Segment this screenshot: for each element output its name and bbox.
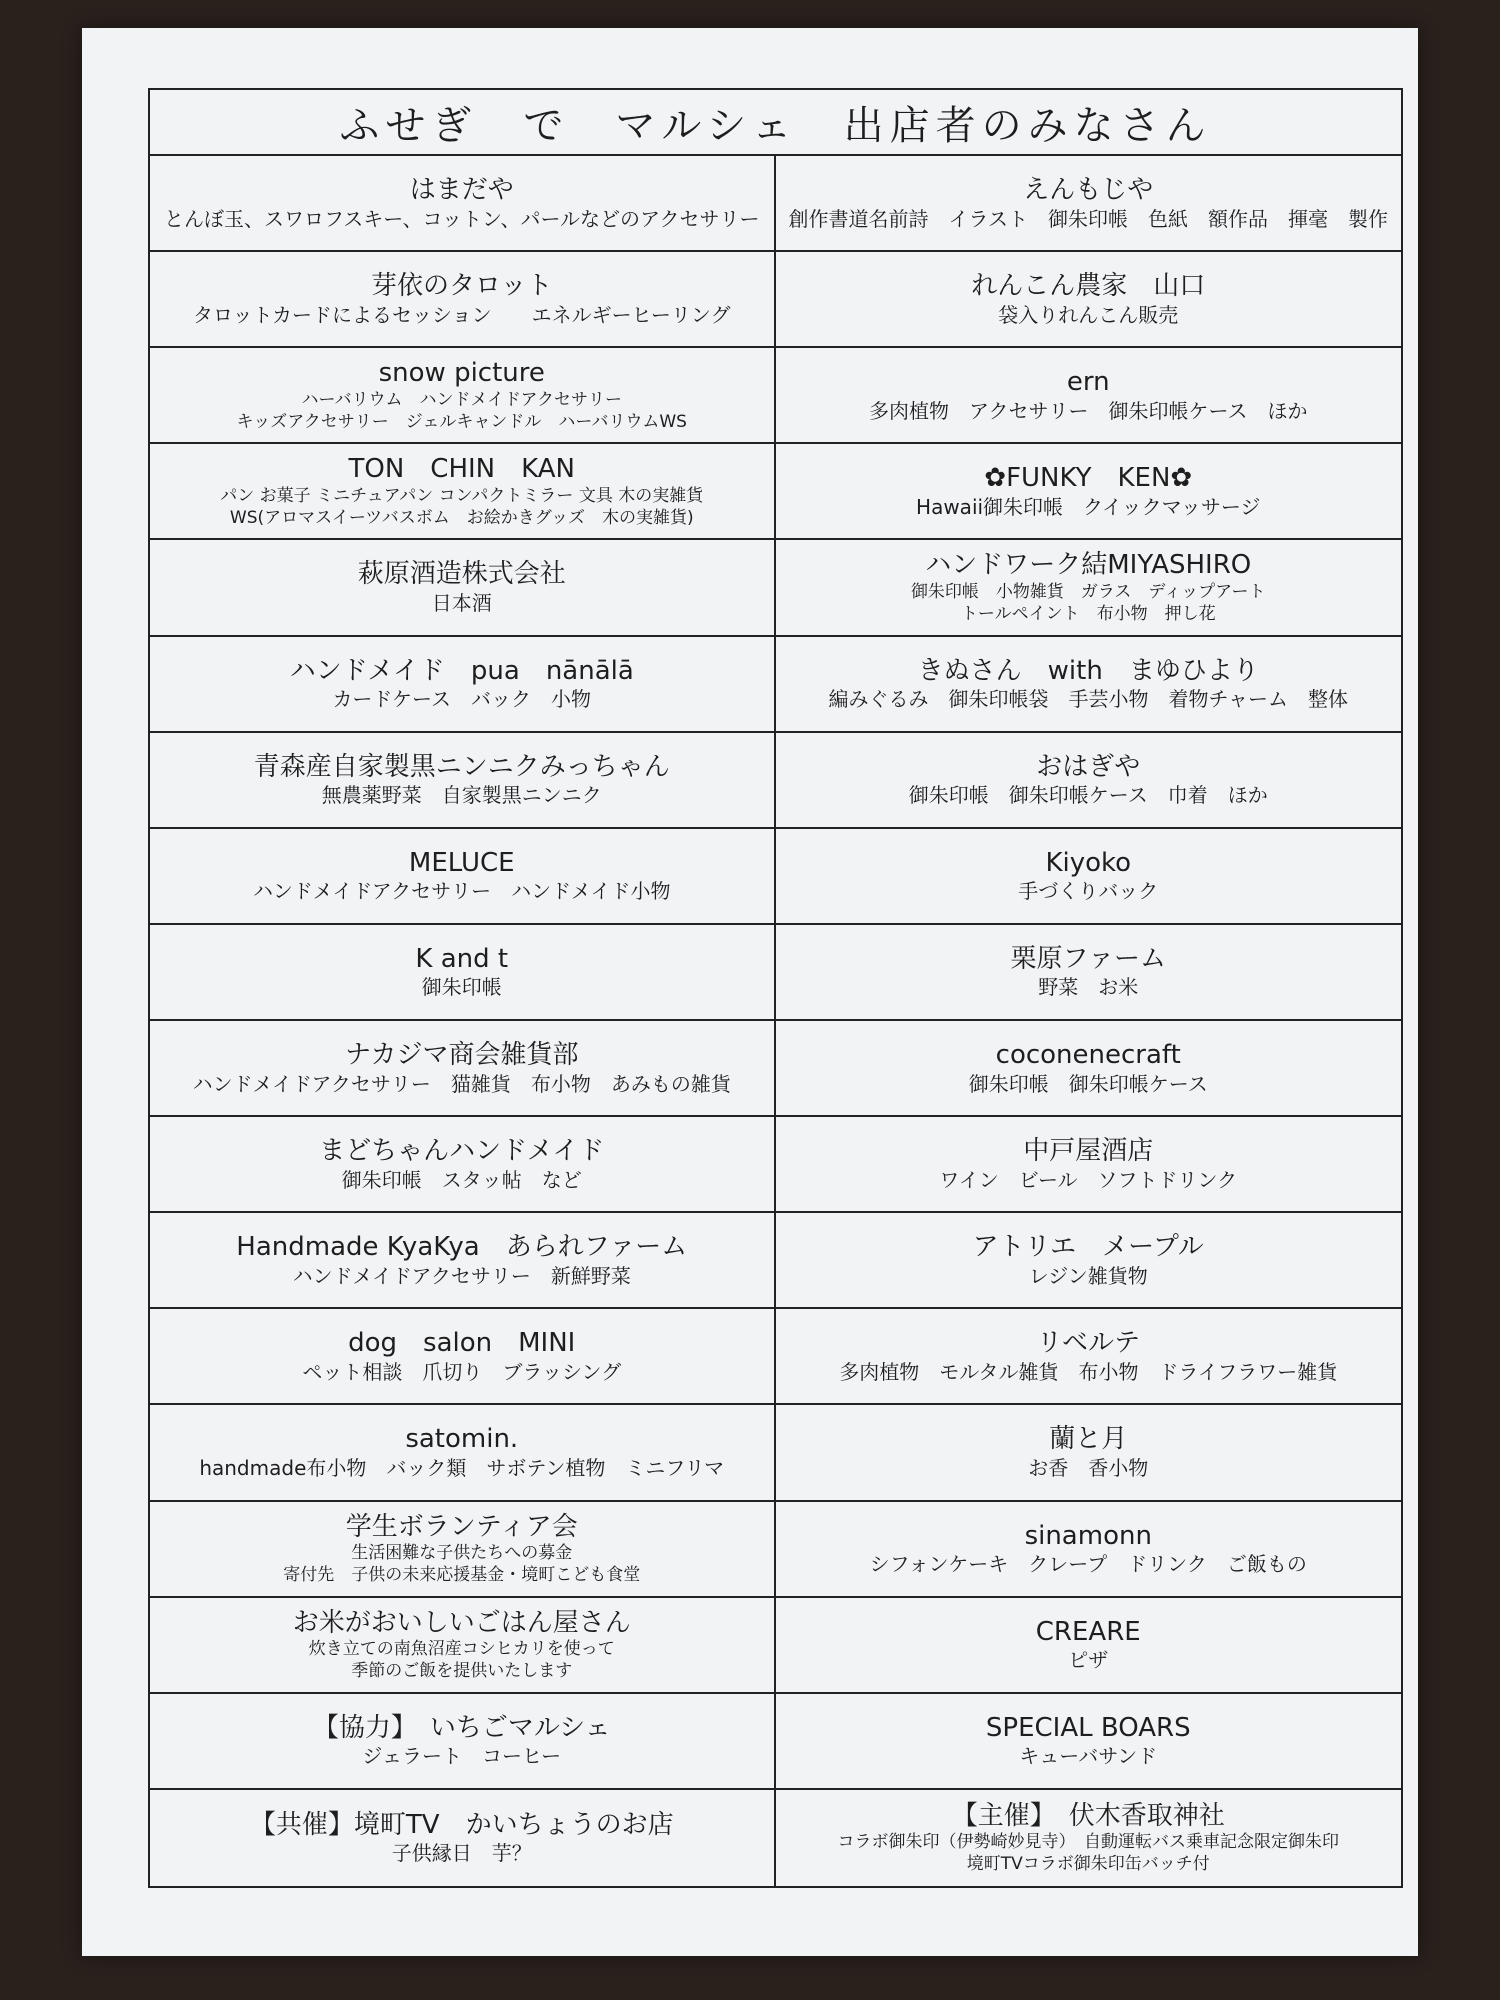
vendor-description: タロットカードによるセッション エネルギーヒーリング xyxy=(193,302,731,327)
vendor-cell xyxy=(776,1694,1402,1790)
vendor-cell xyxy=(776,1021,1402,1117)
vendor-cell xyxy=(150,1213,776,1309)
vendor-name: SPECIAL BOARS xyxy=(985,1712,1191,1743)
vendor-cell xyxy=(150,1117,776,1213)
vendor-description: 御朱印帳 御朱印帳ケース xyxy=(968,1071,1208,1096)
vendor-cell xyxy=(150,733,776,829)
vendor-name: coconenecraft xyxy=(995,1040,1181,1070)
vendor-cell xyxy=(150,540,776,636)
vendor-cell xyxy=(776,444,1402,540)
vendor-description: とんぼ玉、スワロフスキー、コットン、パールなどのアクセサリー xyxy=(164,206,760,231)
vendor-name: 萩原酒造株式会社 xyxy=(357,559,566,590)
vendor-name: ハンドワーク結MIYASHIRO xyxy=(925,550,1252,581)
vendor-name: アトリエ メープル xyxy=(972,1232,1204,1263)
vendor-description: handmade布小物 バック類 サボテン植物 ミニフリマ xyxy=(199,1455,725,1480)
vendor-description: 子供縁日 芋？ xyxy=(391,1841,532,1866)
vendor-grid xyxy=(150,156,1401,1886)
vendor-cell xyxy=(150,444,776,540)
vendor-description: 袋入りれんこん販売 xyxy=(998,302,1179,327)
vendor-cell xyxy=(776,540,1402,636)
vendor-cell xyxy=(150,829,776,925)
vendor-cell xyxy=(776,1309,1402,1405)
vendor-cell xyxy=(776,1213,1402,1309)
vendor-description: Hawaii御朱印帳 クイックマッサージ xyxy=(916,494,1261,519)
vendor-cell xyxy=(150,1405,776,1501)
vendor-cell xyxy=(150,156,776,252)
vendor-description: 御朱印帳 スタッ帖 など xyxy=(341,1167,582,1192)
vendor-name: MELUCE xyxy=(408,847,515,878)
vendor-name: TON CHIN KAN xyxy=(348,454,575,485)
vendor-name: satomin. xyxy=(405,1424,519,1455)
vendor-description: コラボ御朱印（伊勢崎妙見寺） 自動運転バス乗車記念限定御朱印 xyxy=(837,1832,1339,1853)
vendor-description: レジン雑貨物 xyxy=(1028,1263,1148,1288)
vendor-cell xyxy=(776,1117,1402,1213)
vendor-description: キューバサンド xyxy=(1019,1744,1158,1769)
vendor-description: 御朱印帳 小物雑貨 ガラス ディップアート xyxy=(910,581,1266,602)
vendor-name: 【共催】境町TV かいちょうのお店 xyxy=(249,1809,674,1840)
vendor-name: 栗原ファーム xyxy=(1010,943,1166,974)
vendor-name: きぬさん with まゆひより xyxy=(917,655,1259,686)
vendor-name: ハンドメイド pua nānālā xyxy=(289,655,634,686)
vendor-name: 【協力】 いちごマルシェ xyxy=(312,1712,611,1743)
vendor-cell xyxy=(150,1790,776,1886)
vendor-cell xyxy=(776,1790,1402,1886)
vendor-description: ジェラート コーヒー xyxy=(362,1744,562,1769)
vendor-cell xyxy=(150,1694,776,1790)
vendor-name: sinamonn xyxy=(1024,1520,1152,1551)
vendor-description: 野菜 お米 xyxy=(1038,975,1139,1000)
vendor-description: お香 香小物 xyxy=(1028,1455,1149,1480)
vendor-name: はまだや xyxy=(409,175,514,205)
vendor-description: トールペイント 布小物 押し花 xyxy=(960,603,1216,624)
vendor-cell xyxy=(776,925,1402,1021)
vendor-description: キッズアクセサリー ジェルキャンドル ハーバリウムWS xyxy=(236,411,687,432)
vendor-cell xyxy=(776,348,1402,444)
vendor-cell xyxy=(150,348,776,444)
vendor-name: CREARE xyxy=(1035,1616,1141,1647)
vendor-cell xyxy=(776,1502,1402,1598)
vendor-name: dog salon MINI xyxy=(348,1328,576,1359)
vendor-name: お米がおいしいごはん屋さん xyxy=(292,1607,631,1638)
vendor-description: 手づくりバック xyxy=(1018,879,1159,904)
vendor-description: ピザ xyxy=(1068,1648,1109,1673)
vendor-cell xyxy=(776,829,1402,925)
vendor-name: ern xyxy=(1066,367,1110,398)
vendor-description: 多肉植物 モルタル雑貨 布小物 ドライフラワー雑貨 xyxy=(839,1359,1338,1384)
vendor-cell xyxy=(776,1405,1402,1501)
vendor-description: カードケース バック 小物 xyxy=(332,687,592,712)
vendor-description: 炊き立ての南魚沼産コシヒカリを使って xyxy=(308,1639,615,1660)
vendor-description: ワイン ビール ソフトドリンク xyxy=(939,1167,1238,1192)
vendor-description: 御朱印帳 xyxy=(421,975,502,1000)
vendor-name: 中戸屋酒店 xyxy=(1023,1136,1154,1167)
vendor-description: 編みぐるみ 御朱印帳袋 手芸小物 着物チャーム 整体 xyxy=(828,687,1348,712)
page-title: ふせぎ で マルシェ 出店者のみなさん xyxy=(150,90,1401,156)
vendor-name: K and t xyxy=(415,943,509,974)
vendor-name: ナカジマ商会雑貨部 xyxy=(345,1040,579,1070)
vendor-description: 無農薬野菜 自家製黒ニンニク xyxy=(321,783,602,808)
vendor-name: 青森産自家製黒ニンニクみっちゃん xyxy=(253,751,670,782)
vendor-description: WS(アロマスイーツバスボム お絵かきグッズ 木の実雑貨) xyxy=(229,507,694,528)
vendor-cell xyxy=(150,637,776,733)
vendor-name: おはぎや xyxy=(1036,751,1141,782)
vendor-description: ペット相談 爪切り ブラッシング xyxy=(302,1359,622,1384)
vendor-description: ハンドメイドアクセサリー 新鮮野菜 xyxy=(292,1263,631,1288)
vendor-name: 【主催】 伏木香取神社 xyxy=(951,1800,1225,1831)
vendor-name: Handmade KyaKya あられファーム xyxy=(236,1232,688,1263)
vendor-description: シフォンケーキ クレープ ドリンク ご飯もの xyxy=(869,1552,1307,1577)
vendor-name: snow picture xyxy=(378,358,545,389)
vendor-description: 季節のご飯を提供いたします xyxy=(351,1660,573,1681)
vendor-name: ✿FUNKY KEN✿ xyxy=(984,463,1193,494)
vendor-description: ハーバリウム ハンドメイドアクセサリー xyxy=(301,389,622,410)
vendor-cell xyxy=(776,637,1402,733)
vendor-description: パン お菓子 ミニチュアパン コンパクトミラー 文具 木の実雑貨 xyxy=(220,485,704,506)
vendor-cell xyxy=(150,1309,776,1405)
vendor-cell xyxy=(150,1021,776,1117)
vendor-cell xyxy=(776,1598,1402,1694)
vendor-name: 学生ボランティア会 xyxy=(345,1511,578,1542)
vendor-description: ハンドメイドアクセサリー 猫雑貨 布小物 あみもの雑貨 xyxy=(192,1071,731,1096)
vendor-name: 芽依のタロット xyxy=(371,271,553,302)
vendor-name: れんこん農家 山口 xyxy=(971,271,1206,302)
vendor-description: ハンドメイドアクセサリー ハンドメイド小物 xyxy=(252,879,671,904)
vendor-cell xyxy=(776,156,1402,252)
vendor-description: 御朱印帳 御朱印帳ケース 巾着 ほか xyxy=(908,783,1268,808)
vendor-name: まどちゃんハンドメイド xyxy=(319,1136,605,1167)
vendor-cell xyxy=(150,252,776,348)
vendor-name: えんもじや xyxy=(1023,175,1154,205)
vendor-description: 生活困難な子供たちへの募金 xyxy=(351,1543,573,1564)
vendor-description: 寄付先 子供の未来応援基金・境町こども食堂 xyxy=(283,1564,641,1585)
vendor-cell xyxy=(150,1502,776,1598)
vendor-description: 創作書道名前詩 イラスト 御朱印帳 色紙 額作品 揮毫 製作 xyxy=(788,206,1388,231)
vendor-description: 境町TVコラボ御朱印缶バッチ付 xyxy=(966,1854,1210,1875)
vendor-description: 多肉植物 アクセサリー 御朱印帳ケース ほか xyxy=(869,398,1308,423)
vendor-cell xyxy=(150,1598,776,1694)
vendor-table xyxy=(148,88,1403,1888)
vendor-cell xyxy=(776,252,1402,348)
vendor-cell xyxy=(776,733,1402,829)
vendor-description: 日本酒 xyxy=(431,590,492,615)
vendor-name: 蘭と月 xyxy=(1049,1424,1128,1455)
vendor-name: リベルテ xyxy=(1036,1328,1140,1359)
vendor-cell xyxy=(150,925,776,1021)
paper-sheet xyxy=(82,28,1418,1956)
vendor-name: Kiyoko xyxy=(1045,847,1132,878)
